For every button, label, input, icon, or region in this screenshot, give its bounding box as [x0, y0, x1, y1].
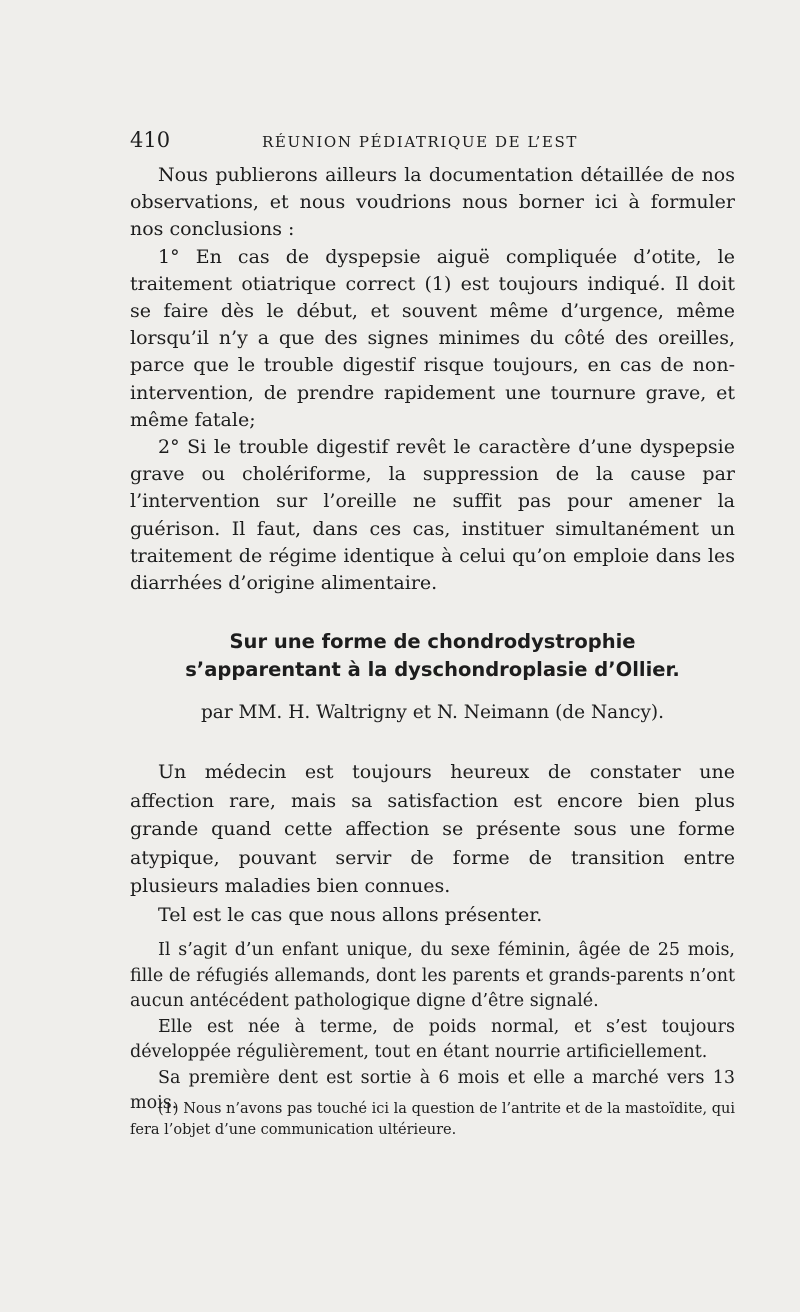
article-authors: par MM. H. Waltrigny et N. Neimann (de Nancy).	[200, 702, 665, 723]
article-title	[130, 628, 735, 684]
paragraph: Il s’agit d’un enfant unique, du sexe féminin, âgée de 25 mois, fille de réfugiés allemands, dont les parents et grands-parents n’ont aucun antécédent pathologique digne d’être signalé.	[130, 940, 735, 1011]
paragraph: 1° En cas de dyspepsie aiguë compliquée d’otite, le traitement otiatrique correct (1) est toujours indiqué. Il doit se faire dès le début, et souvent même d’urgence, même lorsqu’il n’y a que des signes minimes du côté des oreilles, parce que le trouble digestif risque toujours, en cas de non-intervention, de prendre rapidement une tournure grave, et même fatale;	[130, 245, 735, 431]
paragraph: Elle est née à terme, de poids normal, et s’est toujours développée régulièrement, tout en étant nourrie artificiellement.	[130, 1016, 735, 1062]
footnote	[130, 1099, 735, 1141]
article-title-line: s’apparentant à la dyschondroplasie d’Ollier.	[185, 658, 680, 681]
article-title-line: Sur une forme de chondrodystrophie	[229, 630, 636, 653]
article-intro	[130, 758, 735, 930]
footnote-text: (1) Nous n’avons pas touché ici la question de l’antrite et de la mastoïdite, qui fera l’objet d’une communication ultérieure.	[130, 1101, 735, 1138]
conclusions-section	[130, 162, 735, 597]
page-header	[130, 128, 735, 152]
case-description	[130, 938, 735, 1117]
paragraph: Tel est le cas que nous allons présenter.	[158, 903, 543, 926]
running-head: RÉUNION PÉDIATRIQUE DE L’EST	[262, 133, 578, 151]
paragraph: Sa première dent est sortie à 6 mois et elle a marché vers 13 mois.	[130, 1067, 735, 1113]
paragraph: 2° Si le trouble digestif revêt le caractère d’une dyspepsie grave ou cholériforme, la suppression de la cause par l’intervention sur l’oreille ne suffit pas pour amener la guérison. Il faut, dans ces cas, instituer simultanément un traitement de régime identique à celui qu’on emploie dans les diarrhées d’origine alimentaire.	[130, 436, 735, 595]
paragraph: Nous publierons ailleurs la documentation détaillée de nos observations, et nous voudrions nous borner ici à formuler nos conclusions :	[130, 164, 735, 241]
paragraph: Un médecin est toujours heureux de constater une affection rare, mais sa satisfaction est encore bien plus grande quand cette affection se présente sous une forme atypique, pouvant servir de forme de transition entre plusieurs maladies bien connues.	[130, 761, 735, 898]
page-number: 410	[130, 128, 171, 152]
